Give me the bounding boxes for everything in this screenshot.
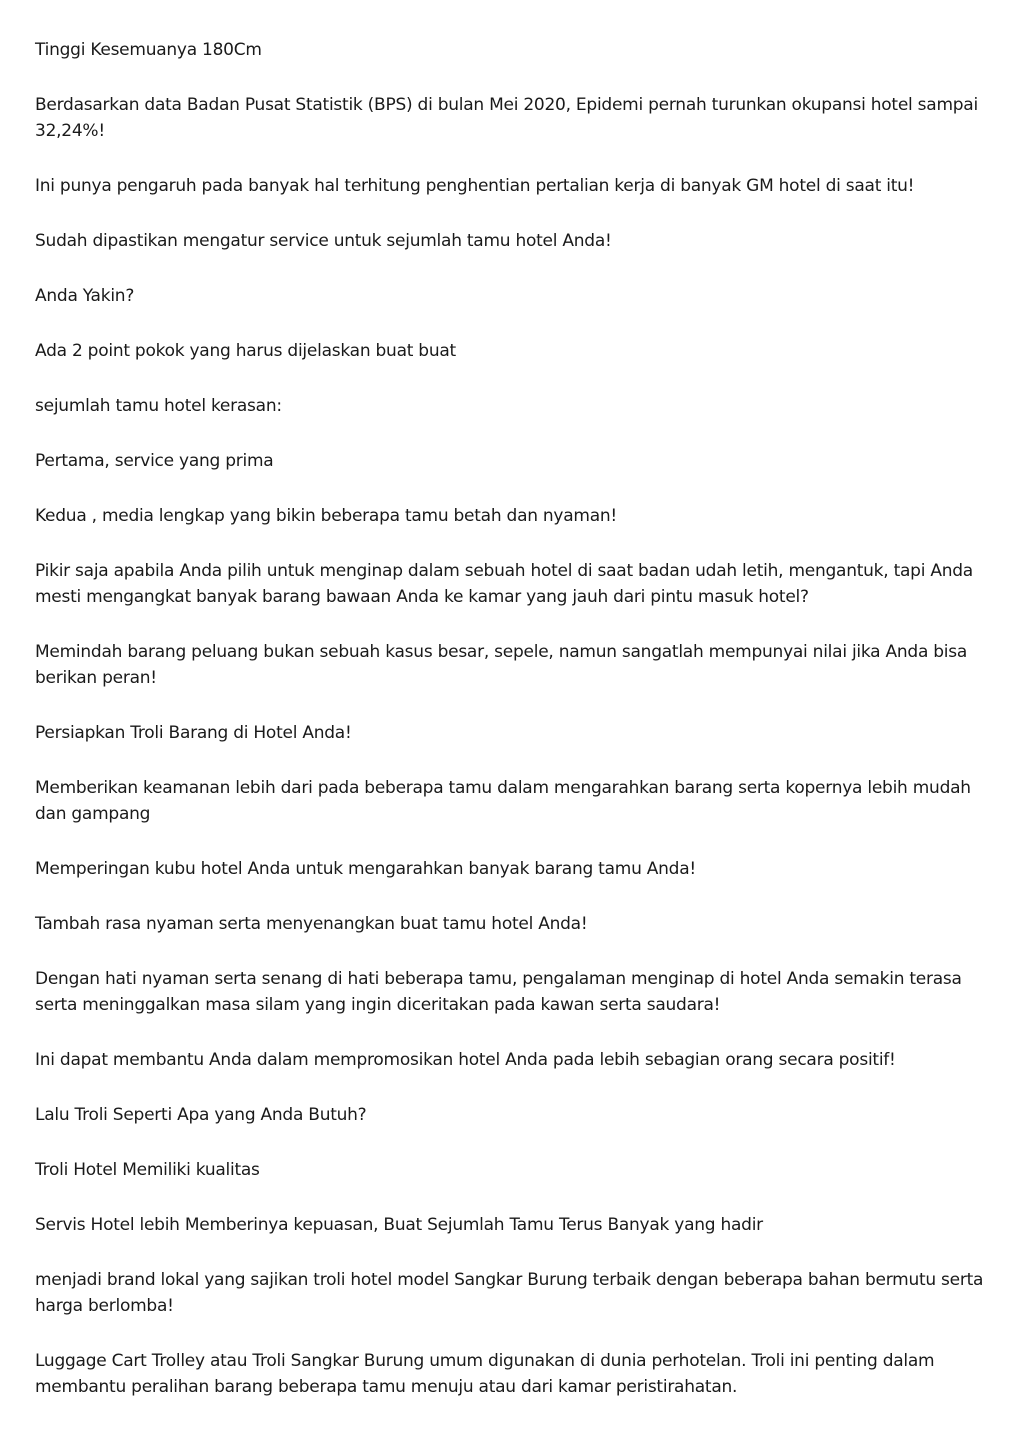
paragraph: Lalu Troli Seperti Apa yang Anda Butuh? (35, 1105, 367, 1125)
paragraph: Memberikan keamanan lebih dari pada beberapa tamu dalam mengarahkan barang serta kopernya lebih mudah dan gampang (35, 778, 971, 824)
paragraph: Tinggi Kesemuanya 180Cm (35, 40, 262, 60)
paragraph: Ada 2 point pokok yang harus dijelaskan buat buat (35, 341, 456, 361)
paragraph: Servis Hotel lebih Memberinya kepuasan, Buat Sejumlah Tamu Terus Banyak yang hadir (35, 1215, 763, 1235)
document-body (35, 37, 995, 1429)
paragraph: Luggage Cart Trolley atau Troli Sangkar Burung umum digunakan di dunia perhotelan. Troli ini penting dalam membantu peralihan barang beberapa tamu menuju atau dari kamar peristirahatan. (35, 1351, 935, 1397)
paragraph: Pertama, service yang prima (35, 451, 274, 471)
paragraph: sejumlah tamu hotel kerasan: (35, 396, 282, 416)
paragraph: Anda Yakin? (35, 286, 135, 306)
paragraph: Persiapkan Troli Barang di Hotel Anda! (35, 723, 352, 743)
paragraph: Sudah dipastikan mengatur service untuk sejumlah tamu hotel Anda! (35, 231, 612, 251)
paragraph: Berdasarkan data Badan Pusat Statistik (BPS) di bulan Mei 2020, Epidemi pernah turunkan okupansi hotel sampai 32,24%! (35, 95, 978, 141)
paragraph: Ini dapat membantu Anda dalam mempromosikan hotel Anda pada lebih sebagian orang secara positif! (35, 1050, 896, 1070)
paragraph: Troli Hotel Memiliki kualitas (35, 1160, 260, 1180)
paragraph: Ini punya pengaruh pada banyak hal terhitung penghentian pertalian kerja di banyak GM hotel di saat itu! (35, 176, 915, 196)
paragraph: Tambah rasa nyaman serta menyenangkan buat tamu hotel Anda! (35, 914, 588, 934)
paragraph: menjadi brand lokal yang sajikan troli hotel model Sangkar Burung terbaik dengan beberapa bahan bermutu serta harga berlomba! (35, 1270, 984, 1316)
paragraph: Memperingan kubu hotel Anda untuk mengarahkan banyak barang tamu Anda! (35, 859, 696, 879)
paragraph: Pikir saja apabila Anda pilih untuk menginap dalam sebuah hotel di saat badan udah letih, mengantuk, tapi Anda mesti mengangkat banyak barang bawaan Anda ke kamar yang jauh dari pintu masuk hotel? (35, 561, 973, 607)
paragraph: Memindah barang peluang bukan sebuah kasus besar, sepele, namun sangatlah mempunyai nilai jika Anda bisa berikan peran! (35, 642, 968, 688)
paragraph: Kedua , media lengkap yang bikin beberapa tamu betah dan nyaman! (35, 506, 617, 526)
paragraph: Dengan hati nyaman serta senang di hati beberapa tamu, pengalaman menginap di hotel Anda semakin terasa serta meninggalkan masa silam yang ingin diceritakan pada kawan serta saudara! (35, 969, 962, 1015)
